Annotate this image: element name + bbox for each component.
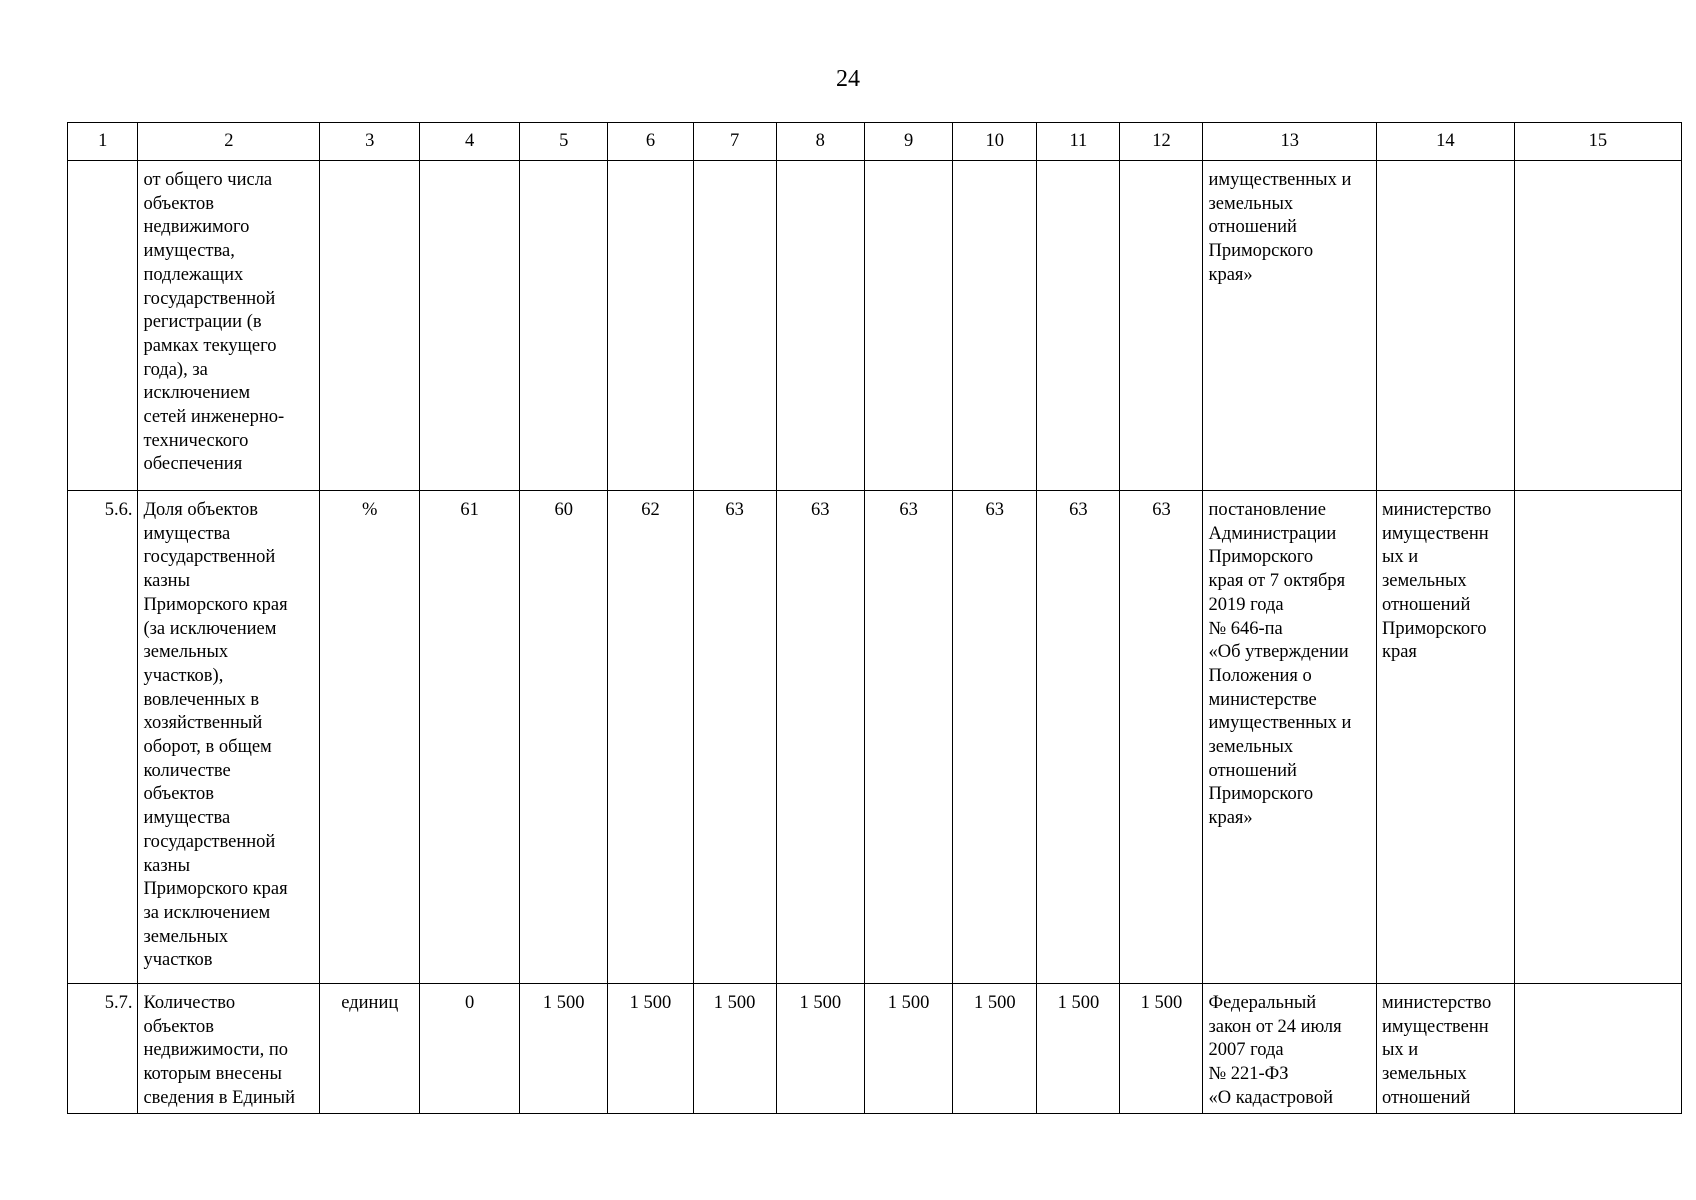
value-cell: 60	[520, 491, 608, 984]
value-cell: 63	[776, 491, 864, 984]
note-cell	[1514, 161, 1681, 491]
column-header: 5	[520, 123, 608, 161]
value-cell: 0	[420, 984, 520, 1114]
value-cell: 1 500	[776, 984, 864, 1114]
column-header: 4	[420, 123, 520, 161]
value-cell: 1 500	[953, 984, 1037, 1114]
value-cell	[776, 161, 864, 491]
page-number: 24	[836, 66, 860, 92]
value-cell: 63	[693, 491, 776, 984]
column-header: 14	[1376, 123, 1514, 161]
value-cell: 63	[1120, 491, 1203, 984]
value-cell	[520, 161, 608, 491]
column-header: 13	[1203, 123, 1376, 161]
value-cell: 63	[953, 491, 1037, 984]
indicator-name: Количество объектов недвижимости, по которым внесены сведения в Единый	[138, 984, 320, 1114]
unit-cell: единиц	[320, 984, 420, 1114]
value-cell: 61	[420, 491, 520, 984]
table-header-row	[68, 123, 1682, 161]
value-cell: 1 500	[608, 984, 693, 1114]
column-header: 10	[953, 123, 1037, 161]
value-cell	[1037, 161, 1120, 491]
column-header: 15	[1514, 123, 1681, 161]
responsible-cell: министерство имущественн ых и земельных отношений	[1376, 984, 1514, 1114]
value-cell	[693, 161, 776, 491]
column-header: 9	[864, 123, 952, 161]
value-cell	[420, 161, 520, 491]
column-header: 11	[1037, 123, 1120, 161]
indicator-name: Доля объектов имущества государственной казны Приморского края (за исключением земельных участков), вовлеченных в хозяйственный оборот, в общем количестве объектов имущества государственной казны Приморского края за исключением земельных участков	[138, 491, 320, 984]
column-header: 1	[68, 123, 138, 161]
column-header: 6	[608, 123, 693, 161]
value-cell	[608, 161, 693, 491]
indicator-name: от общего числа объектов недвижимого имущества, подлежащих государственной регистрации (в рамках текущего года), за исключением сетей инженерно- технического обеспечения	[138, 161, 320, 491]
responsible-cell	[1376, 161, 1514, 491]
row-number: 5.6.	[68, 491, 138, 984]
value-cell: 1 500	[520, 984, 608, 1114]
value-cell: 1 500	[693, 984, 776, 1114]
value-cell: 1 500	[1037, 984, 1120, 1114]
unit-cell	[320, 161, 420, 491]
note-cell	[1514, 491, 1681, 984]
table-row	[68, 984, 1682, 1114]
table-row	[68, 491, 1682, 984]
value-cell: 1 500	[1120, 984, 1203, 1114]
note-cell	[1514, 984, 1681, 1114]
value-cell	[953, 161, 1037, 491]
responsible-cell: министерство имущественн ых и земельных отношений Приморского края	[1376, 491, 1514, 984]
value-cell: 63	[864, 491, 952, 984]
legal-basis-cell: Федеральный закон от 24 июля 2007 года № 221-ФЗ «О кадастровой	[1203, 984, 1376, 1114]
indicators-table	[67, 122, 1682, 1114]
column-header: 8	[776, 123, 864, 161]
value-cell: 63	[1037, 491, 1120, 984]
table-row	[68, 161, 1682, 491]
legal-basis-cell: постановление Администрации Приморского края от 7 октября 2019 года № 646-па «Об утверждении Положения о министерстве имущественных и земельных отношений Приморского края»	[1203, 491, 1376, 984]
row-number: 5.7.	[68, 984, 138, 1114]
legal-basis-cell: имущественных и земельных отношений Приморского края»	[1203, 161, 1376, 491]
value-cell	[1120, 161, 1203, 491]
column-header: 7	[693, 123, 776, 161]
column-header: 3	[320, 123, 420, 161]
column-header: 12	[1120, 123, 1203, 161]
row-number	[68, 161, 138, 491]
value-cell	[864, 161, 952, 491]
value-cell: 62	[608, 491, 693, 984]
value-cell: 1 500	[864, 984, 952, 1114]
column-header: 2	[138, 123, 320, 161]
unit-cell: %	[320, 491, 420, 984]
